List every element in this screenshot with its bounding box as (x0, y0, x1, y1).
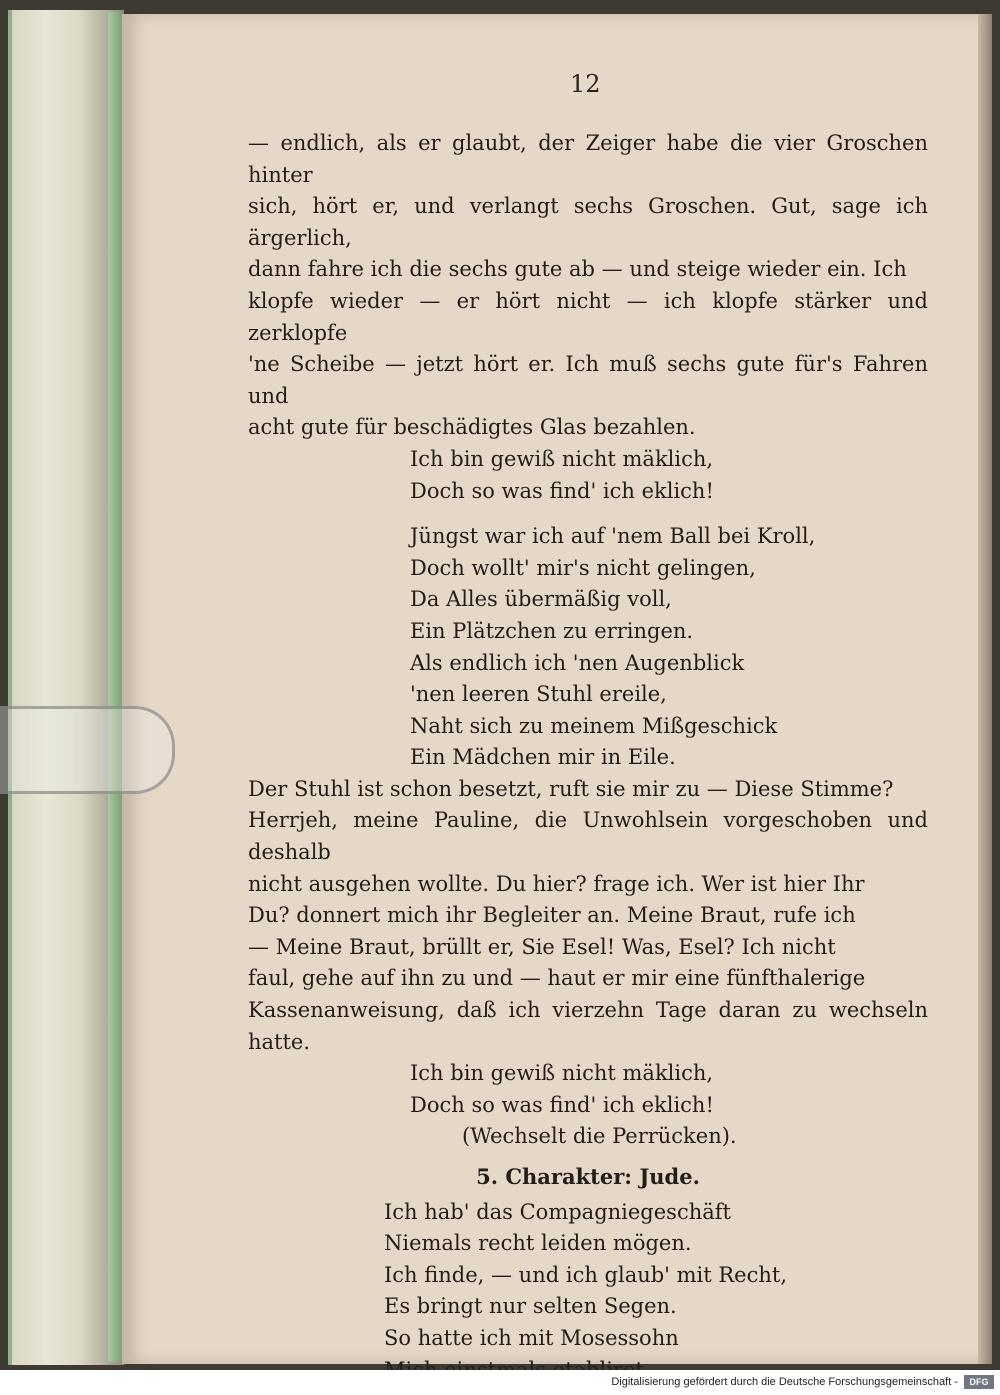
verse-line: Ein Plätzchen zu erringen. (410, 618, 694, 643)
verse-line: Ich hab' das Compagniegeschäft (384, 1199, 731, 1224)
verse-line: Doch so was find' ich eklich! (410, 478, 714, 503)
verse-line: So hatte ich mit Mosessohn (384, 1325, 679, 1350)
verse-line: Naht sich zu meinem Mißgeschick (410, 713, 778, 738)
verse-line: Ich bin gewiß nicht mäklich, (410, 446, 714, 471)
text-line: sich, hört er, und verlangt sechs Groschen. Gut, sage ich ärgerlich, (248, 194, 928, 250)
verse-line: Ein Mädchen mir in Eile. (410, 745, 676, 770)
book-edge (8, 10, 124, 1365)
verse-line: Es bringt nur selten Segen. (384, 1294, 677, 1319)
stanza (410, 521, 928, 774)
text-line: faul, gehe auf ihn zu und — haut er mir eine fünfthalerige (248, 966, 866, 991)
page-clip (0, 706, 175, 794)
text-line: Der Stuhl ist schon besetzt, ruft sie mir zu — Diese Stimme? (248, 776, 894, 801)
text-line: Herrjeh, meine Pauline, die Unwohlsein vorgeschoben und deshalb (248, 808, 928, 865)
verse-line: Ich finde, — und ich glaub' mit Recht, (384, 1262, 788, 1287)
stanza (384, 1197, 928, 1387)
page-number: 12 (570, 70, 601, 98)
verse-line: Da Alles übermäßig voll, (410, 587, 672, 612)
text-line: — endlich, als er glaubt, der Zeiger habe die vier Groschen hinter (248, 131, 928, 187)
page-edge (978, 14, 992, 1364)
verse-line: Ich bin gewiß nicht mäklich, (410, 1061, 714, 1086)
section-heading: 5. Charakter: Jude. (476, 1164, 700, 1189)
verse-line: Niemals recht leiden mögen. (384, 1231, 692, 1256)
verse-line: Als endlich ich 'nen Augenblick (410, 650, 745, 675)
verse-line: Doch so was find' ich eklich! (410, 1092, 714, 1117)
refrain (410, 1058, 928, 1153)
verse-line: 'nen leeren Stuhl ereile, (410, 682, 667, 707)
verse-line: Doch wollt' mir's nicht gelingen, (410, 555, 756, 580)
text-line: 'ne Scheibe — jetzt hört er. Ich muß sechs gute für's Fahren und (248, 352, 928, 408)
text-line: — Meine Braut, brüllt er, Sie Esel! Was, Esel? Ich nicht (248, 934, 836, 959)
refrain (410, 444, 928, 507)
footer-bar (0, 1370, 1000, 1395)
text-line: Du? donnert mich ihr Begleiter an. Meine Braut, rufe ich (248, 903, 856, 928)
text-line: Kassenanweisung, daß ich vierzehn Tage daran zu wechseln hatte. (248, 998, 928, 1054)
paragraph (248, 774, 928, 1058)
book-cover-strip (108, 12, 122, 1362)
text-line: klopfe wieder — er hört nicht — ich klopfe stärker und zerklopfe (248, 288, 928, 345)
page-text (248, 128, 928, 1386)
dfg-logo-icon: DFG (964, 1375, 994, 1389)
text-line: dann fahre ich die sechs gute ab — und steige wieder ein. Ich (248, 257, 907, 282)
verse-line: Jüngst war ich auf 'nem Ball bei Kroll, (410, 524, 816, 549)
stage-direction: (Wechselt die Perrücken). (462, 1124, 737, 1149)
paragraph (248, 128, 928, 444)
text-line: nicht ausgehen wollte. Du hier? frage ich. Wer ist hier Ihr (248, 871, 865, 896)
footer-credit: Digitalisierung gefördert durch die Deutsche Forschungsgemeinschaft - (611, 1376, 958, 1388)
text-line: acht gute für beschädigtes Glas bezahlen. (248, 415, 696, 440)
